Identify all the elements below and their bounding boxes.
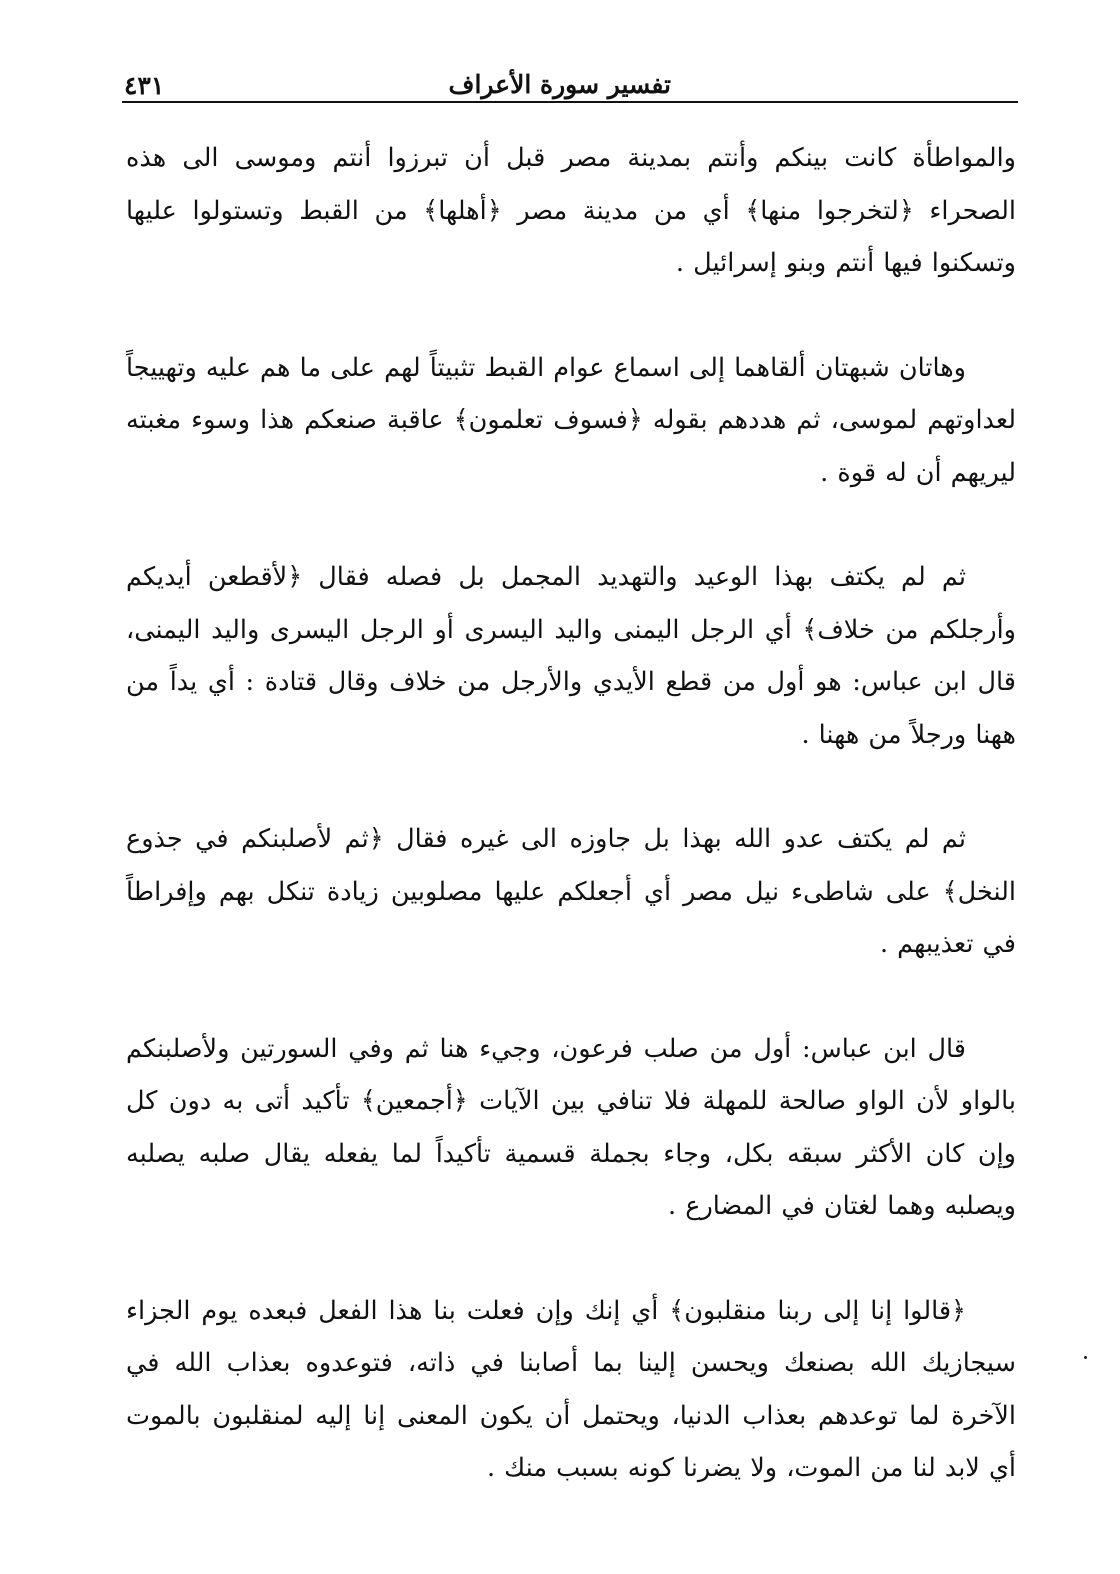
margin-speck (1084, 1356, 1087, 1359)
paragraph-4: ثم لم يكتف عدو الله بهذا بل جاوزه الى غيره فقال ﴿ثم لأصلبنكم في جذوع النخل﴾ على شاطىء نيل مصر أي أجعلكم عليها مصلوبين زيادة تنكل بهم وإفراطاً في تعذيبهم . (126, 824, 1016, 959)
paragraph-3: ثم لم يكتف بهذا الوعيد والتهديد المجمل بل فصله فقال ﴿لأقطعن أيديكم وأرجلكم من خلاف﴾ أي الرجل اليمنى واليد اليسرى أو الرجل اليسرى واليد اليمنى، قال ابن عباس: هو أول من قطع الأيدي والأرجل من خلاف وقال قتادة : أي يداً من ههنا ورجلاً من ههنا . (126, 562, 1016, 750)
page-header (116, 68, 1016, 104)
paragraph-1: والمواطأة كانت بينكم وأنتم بمدينة مصر قبل أن تبرزوا أنتم وموسى الى هذه الصحراء ﴿لتخرجوا منها﴾ أي من مدينة مصر ﴿أهلها﴾ من القبط وتستولوا عليها وتسكنوا فيها أنتم وبنو إسرائيل . (126, 143, 1016, 278)
page-body (126, 132, 1016, 1547)
paragraph-5: قال ابن عباس: أول من صلب فرعون، وجيء هنا ثم وفي السورتين ولأصلبنكم بالواو لأن الواو صالحة للمهلة فلا تنافي بين الآيات ﴿أجمعين﴾ تأكيد أتى به دون كل وإن كان الأكثر سبقه بكل، وجاء بجملة قسمية تأكيداً لما يفعله يقال صلبه يصلبه ويصلبه وهما لغتان في المضارع . (126, 1033, 1016, 1221)
page-number: ٤٣١ (124, 71, 165, 100)
header-divider (122, 101, 1018, 103)
paragraph-2: وهاتان شبهتان ألقاهما إلى اسماع عوام القبط تثبيتاً لهم على ما هم عليه وتهييجاً لعداوتهم لموسى، ثم هددهم بقوله ﴿فسوف تعلمون﴾ عاقبة صنعكم هذا وسوء مغبته ليريهم أن له قوة . (126, 352, 1016, 488)
running-title: تفسير سورة الأعراف (448, 70, 671, 99)
paragraph-6: ﴿قالوا إنا إلى ربنا منقلبون﴾ أي إنك وإن فعلت بنا هذا الفعل فبعده يوم الجزاء سيجازيك الله بصنعك ويحسن إلينا بما أصابنا في ذاته، فتوعدوه بعذاب الله في الآخرة لما توعدهم بعذاب الدنيا، ويحتمل أن يكون المعنى إنا إليه لمنقلبون بالموت أي لابد لنا من الموت، ولا يضرنا كونه بسبب منك . (126, 1295, 1016, 1483)
